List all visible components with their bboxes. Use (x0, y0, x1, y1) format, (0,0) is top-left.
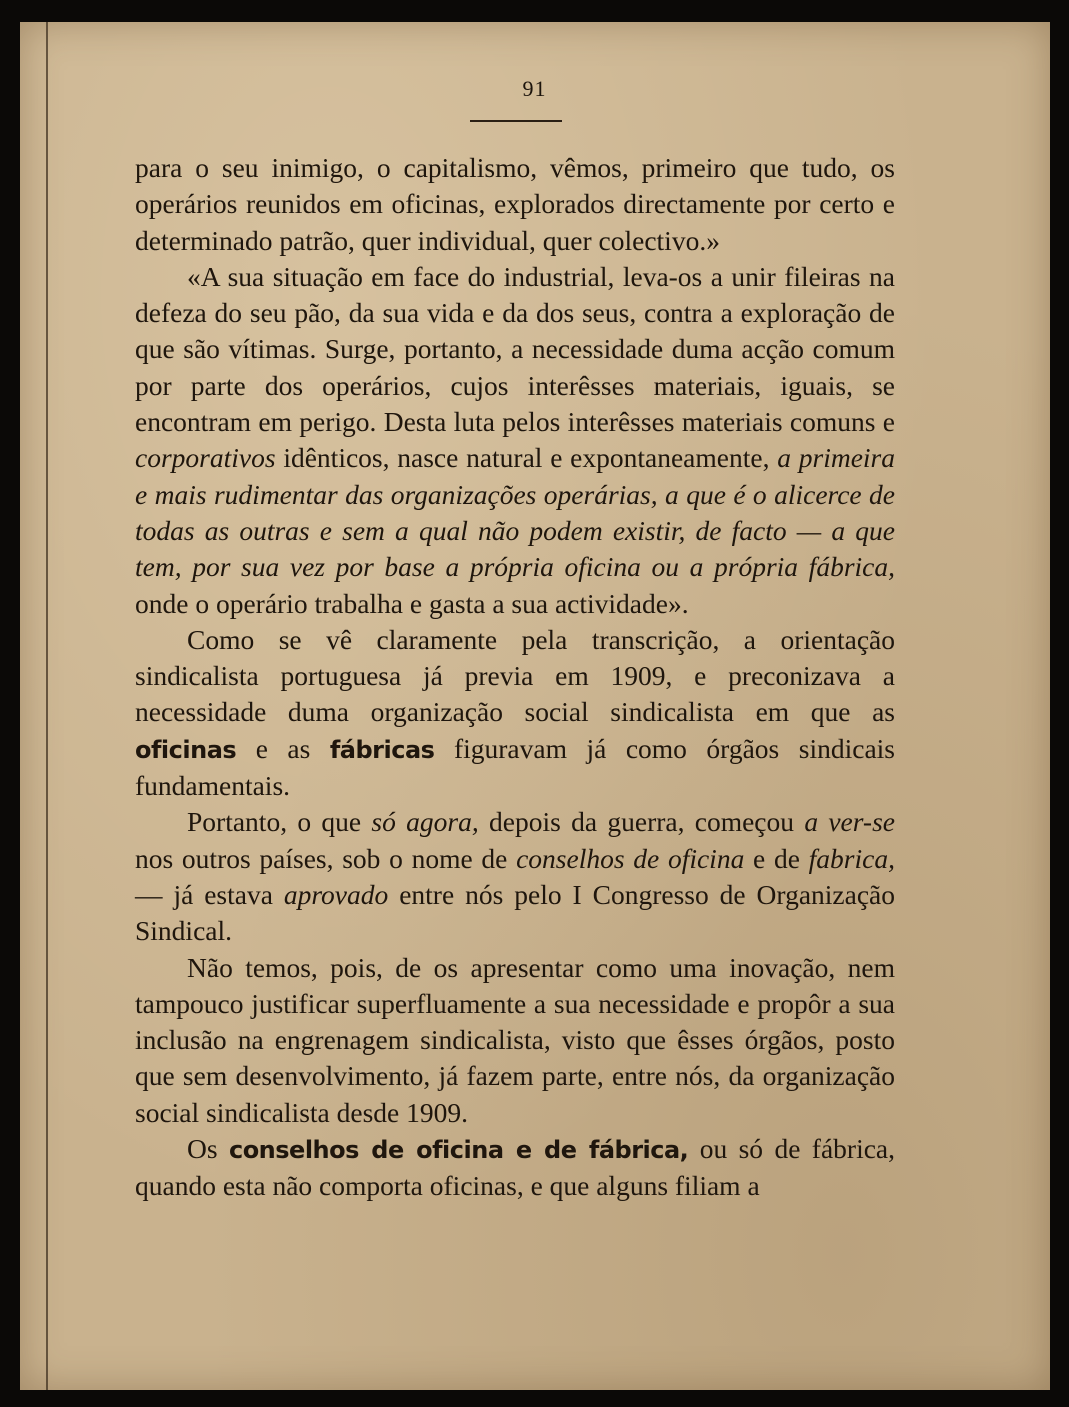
paragraph-4-italic-aprovado: aprovado (283, 878, 389, 910)
paragraph-3-text-cont: e as (236, 732, 330, 764)
paragraph-4 (135, 804, 895, 949)
paragraph-4-text-end: entre nós pelo I Congresso de Organização Sindical. (135, 878, 895, 947)
binding-edge (46, 22, 48, 1390)
paragraph-1-text: para o seu inimigo, o capitalismo, vêmos, primeiro que tudo, os operários reunidos em oficinas, explorados directamente por certo e determinado patrão, quer individual, quer colectivo.» (135, 152, 895, 256)
paragraph-6-text-end: ou só de fábrica, quando esta não comporta oficinas, e que alguns filiam a (135, 1133, 896, 1202)
paragraph-3-text-end: figuravam já como órgãos sindicais fundamentais. (135, 732, 895, 802)
paragraph-4-text-c: nos outros países, sob o nome de (135, 842, 517, 874)
paragraph-3 (135, 622, 895, 804)
paragraph-4-italic-so-agora: só agora, (371, 806, 479, 838)
paragraph-2 (135, 259, 895, 622)
paragraph-2-italic-corporativos: corporativos (135, 442, 276, 474)
paragraph-3-bold-fabricas: fábricas (329, 735, 435, 764)
paragraph-2-text: «A sua situação em face do industrial, leva-os a unir fileiras na defeza do seu pão, da sua vida e da dos seus, contra a exploração de que são vítimas. Surge, portanto, a necessidade duma acção comum por parte dos operários, cujos interêsses materiais, iguais, se encontram em perigo. Desta luta pelos interêsses materiais comuns e (135, 260, 895, 438)
paragraph-5-text: Não temos, pois, de os apresentar como uma inovação, nem tampouco justificar superfluamente a sua necessidade e propôr a sua inclusão na engrenagem sindicalista, visto que êsses órgãos, posto que sem desenvolvimento, já fazem parte, entre nós, da organização social sindicalista desde 1909. (135, 951, 895, 1128)
body-text (135, 150, 895, 1205)
paragraph-2-italic-quote: a primeira e mais rudimentar das organizações operárias, a que é o alicerce de todas as outras e sem a qual não podem existir, de facto — a que tem, por sua vez por base a própria oficina ou a própria fábrica, (135, 442, 895, 583)
page-number: 91 (522, 76, 547, 101)
paragraph-4-italic-fabrica: fabrica, (808, 842, 895, 874)
paragraph-4-italic-a-ver-se: a ver-se (804, 806, 895, 838)
paragraph-5 (135, 950, 895, 1131)
paragraph-2-text-end: onde o operário trabalha e gasta a sua actividade». (135, 587, 689, 619)
paragraph-4-text-b: depois da guerra, começou (478, 806, 805, 838)
paragraph-3-bold-oficinas: oficinas (135, 735, 237, 764)
paragraph-2-text-cont: idênticos, nasce natural e expontaneamente, (275, 442, 778, 474)
paragraph-3-text: Como se vê claramente pela transcrição, a orientação sindicalista portuguesa já previa em 1909, e preconizava a necessidade duma organização social sindicalista em que as (135, 623, 895, 728)
paragraph-6-bold-conselhos: conselhos de oficina e de fábrica, (228, 1136, 689, 1165)
paragraph-1 (135, 150, 895, 259)
paragraph-4-italic-conselhos: conselhos de oficina (516, 842, 745, 874)
paragraph-6-text: Os (187, 1133, 229, 1165)
paragraph-4-text-d: e de (744, 842, 809, 874)
page-number-rule (470, 120, 562, 122)
paragraph-4-text: Portanto, o que (187, 806, 372, 838)
paragraph-6 (135, 1131, 895, 1205)
paragraph-4-text-e: — já estava (135, 878, 284, 910)
